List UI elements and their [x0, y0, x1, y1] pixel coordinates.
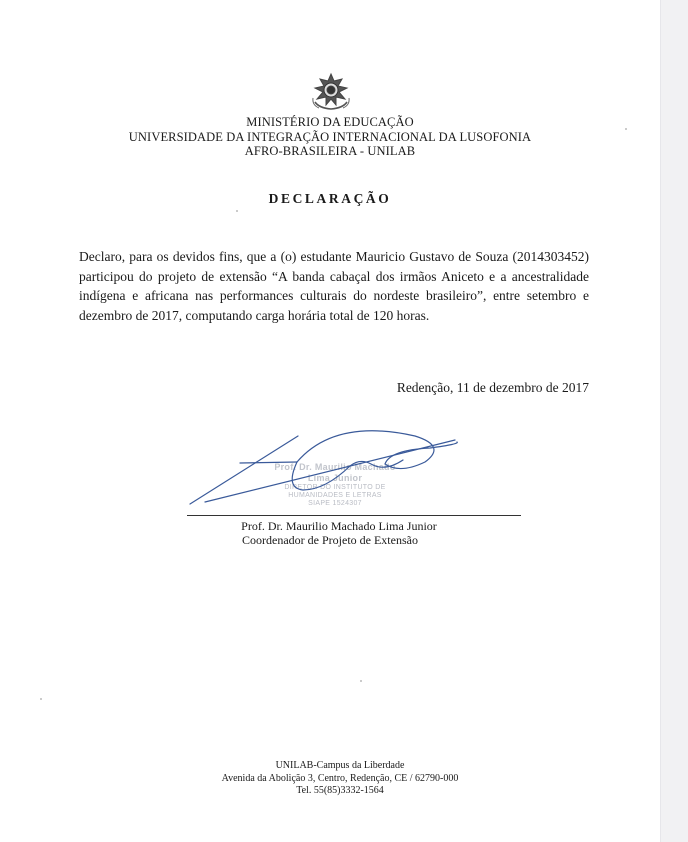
signer-role: Coordenador de Projeto de Extensão — [242, 533, 418, 547]
institution-header — [0, 115, 660, 159]
stamp-role-1: DIRETOR DO INSTITUTO DE — [284, 484, 386, 491]
signature-line — [187, 515, 521, 516]
scan-speck — [625, 128, 627, 130]
header-university-cont: AFRO-BRASILEIRA - UNILAB — [244, 144, 416, 158]
signer-name: Prof. Dr. Maurilio Machado Lima Junior — [241, 519, 437, 533]
footer-campus: UNILAB-Campus da Liberdade — [275, 760, 405, 771]
stamp-siape: SIAPE 1524307 — [308, 500, 362, 507]
stamp-role-2: HUMANIDADES E LETRAS — [288, 492, 382, 499]
header-ministry: MINISTÉRIO DA EDUCAÇÃO — [246, 115, 414, 129]
header-university: UNIVERSIDADE DA INTEGRAÇÃO INTERNACIONAL DA LUSOFONIA — [128, 129, 532, 144]
stamp-name: Prof. Dr. Maurilio Machado Lima Junior — [274, 462, 396, 483]
scan-speck — [40, 698, 42, 700]
handwritten-signature-icon — [185, 428, 525, 518]
footer-phone: Tel. 55(85)3332-1564 — [296, 785, 384, 796]
footer-address: Avenida da Abolição 3, Centro, Redenção, CE / 62790-000 — [221, 772, 459, 784]
scan-speck — [360, 680, 362, 682]
address-footer — [0, 760, 680, 798]
viewer-margin — [660, 0, 688, 842]
brazil-coat-of-arms-icon — [309, 72, 353, 112]
document-title: DECLARAÇÃO — [268, 191, 392, 206]
document-date: Redenção, 11 de dezembro de 2017 — [396, 380, 589, 395]
signer-block — [0, 519, 660, 547]
declaration-body: Declaro, para os devidos fins, que a (o) estudante Mauricio Gustavo de Souza (2014303452) participou do projeto de extensão “A banda cabaçal dos irmãos Aniceto e a ancestralidade indígena e africana nas performances culturais do nordeste brasileiro”, entre setembro e dezembro de 2017, computando carga horária total de 120 horas. — [79, 249, 589, 323]
scan-speck — [236, 210, 238, 212]
